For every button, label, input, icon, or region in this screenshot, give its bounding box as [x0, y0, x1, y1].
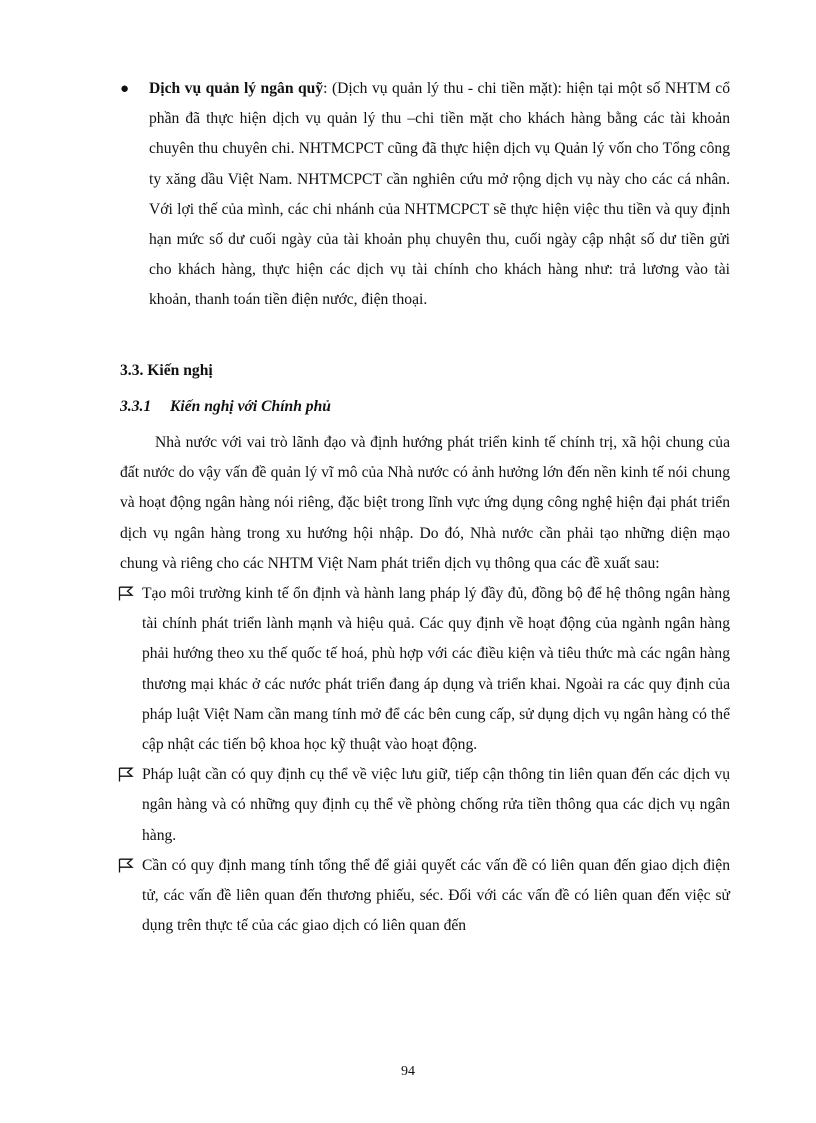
flag-icon — [118, 851, 142, 881]
intro-bullet-text — [149, 74, 730, 316]
proposal-item — [118, 760, 730, 851]
proposal-item — [118, 579, 730, 760]
section-heading: 3.3. Kiến nghị — [120, 361, 213, 379]
bullet-icon: ● — [120, 81, 130, 97]
intro-bullet-body: : (Dịch vụ quản lý thu - chi tiền mặt): hiện tại một số NHTM cổ phần đã thực hiện dịch vụ quản lý thu –chi tiền mặt cho khách hàng bằng các tài khoản chuyên thu chuyên chi. NHTMCPCT cũng đã thực hiện dịch vụ Quản lý vốn cho Tổng công ty xăng dầu Việt Nam. NHTMCPCT cần nghiên cứu mở rộng dịch vụ này cho các cá nhân. Với lợi thế của mình, các chi nhánh của NHTMCPCT sẽ thực hiện việc thu tiền và quy định hạn mức số dư cuối ngày của tài khoản phụ chuyên thu, cuối ngày cập nhật số dư tiền gửi cho khách hàng, thực hiện các dịch vụ tài chính cho khách hàng như: trả lương vào tài khoản, thanh toán tiền điện nước, điện thoại. — [149, 80, 730, 309]
flag-icon — [118, 760, 142, 790]
intro-bullet-label: Dịch vụ quản lý ngân quỹ — [149, 80, 324, 97]
document-page — [120, 74, 730, 941]
subsection-number: 3.3.1 — [120, 397, 152, 415]
page-number: 94 — [401, 1064, 415, 1079]
proposal-text: Pháp luật cần có quy định cụ thể về việc lưu giữ, tiếp cận thông tin liên quan đến các dịch vụ ngân hàng và có những quy định cụ thể về phòng chống rửa tiền thông qua các dịch vụ ngân hàng. — [142, 766, 730, 844]
proposal-text: Tạo môi trường kinh tế ổn định và hành lang pháp lý đầy đủ, đồng bộ để hệ thông ngân hàng tài chính phát triển lành mạnh và hiệu quả. Các quy định về hoạt động của ngành ngân hàng phải hướng theo xu thế quốc tế hoá, phù hợp với các điều kiện và tiêu thức mà các ngân hàng thương mại khác ở các nước phát triển đang áp dụng và triển khai. Ngoài ra các quy định của pháp luật Việt Nam cần mang tính mở để các bên cung cấp, sử dụng dịch vụ ngân hàng có thể cập nhật các tiến bộ khoa học kỹ thuật vào hoạt động. — [142, 585, 730, 754]
subsection-title: Kiến nghị với Chính phủ — [170, 397, 331, 415]
proposal-text: Cần có quy định mang tính tổng thể để giải quyết các vấn đề có liên quan đến giao dịch điện tử, các vấn đề liên quan đến thương phiếu, séc. Đối với các vấn đề có liên quan đến việc sử dụng trên thực tế của các giao dịch có liên quan đến — [142, 856, 730, 935]
flag-icon — [118, 579, 142, 609]
intro-bullet — [120, 74, 730, 316]
subsection-heading — [120, 392, 730, 422]
proposal-item — [118, 851, 730, 942]
intro-paragraph: Nhà nước với vai trò lãnh đạo và định hướng phát triển kinh tế chính trị, xã hội chung của đất nước do vậy vấn đề quản lý vĩ mô của Nhà nước có ảnh hưởng lớn đến nền kinh tế nói chung và hoạt động ngân hàng nói riêng, đặc biệt trong lĩnh vực ứng dụng công nghệ hiện đại phát triển dịch vụ ngân hàng trong xu hướng hội nhập. Do đó, Nhà nước cần phải tạo những diện mạo chung và riêng cho các NHTM Việt Nam phát triển dịch vụ thông qua các đề xuất sau: — [120, 434, 730, 572]
